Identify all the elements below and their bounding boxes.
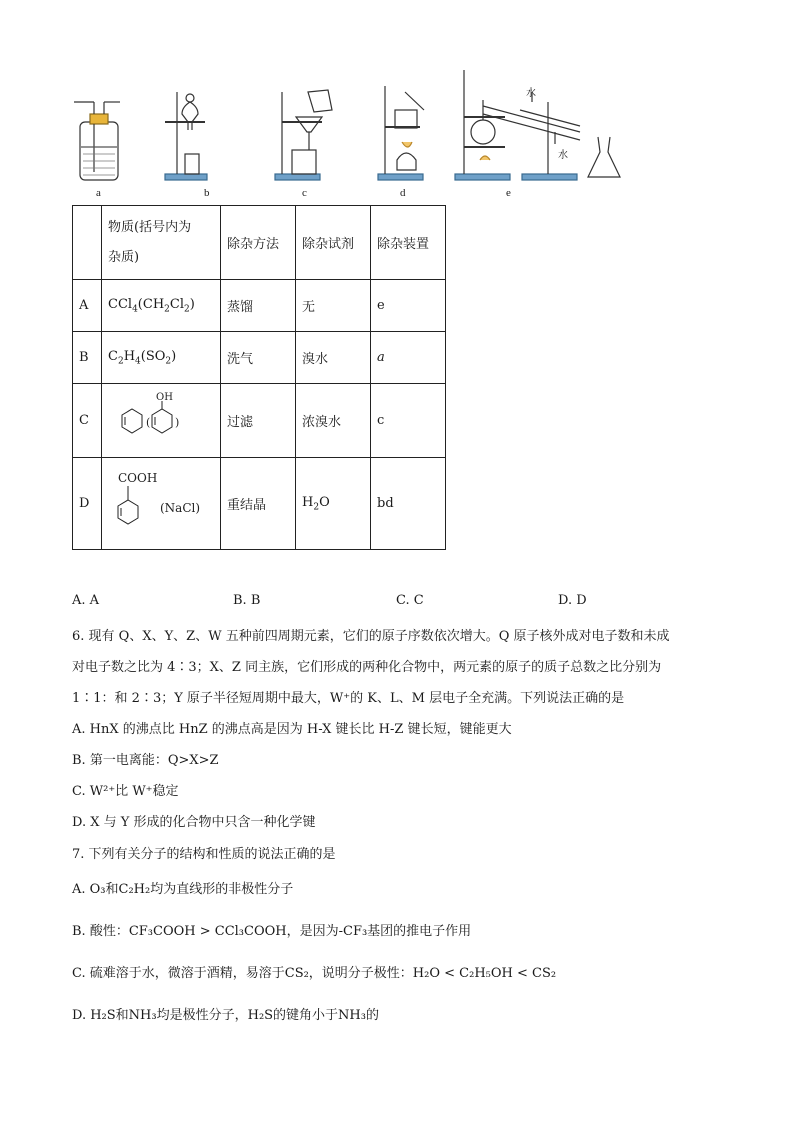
oh-label: OH — [156, 391, 173, 403]
q6-option-b: B. 第一电离能：Q>X>Z — [72, 753, 219, 768]
row-id: C — [73, 384, 102, 458]
separatory-funnel-stand — [165, 92, 207, 180]
table-row — [73, 280, 446, 332]
row-reagent: 浓溴水 — [296, 384, 371, 458]
q5-option-d: D. D — [558, 593, 587, 608]
row-reagent: $H_2O$ — [296, 458, 371, 550]
row-method: 洗气 — [221, 332, 296, 384]
header-substance: 物质(括号内为 杂质) — [102, 206, 221, 280]
row-id: B — [73, 332, 102, 384]
row-substance — [102, 384, 221, 458]
row-id: D — [73, 458, 102, 550]
row-reagent: 无 — [296, 280, 371, 332]
purification-table — [72, 205, 446, 550]
apparatus-label-a: a — [96, 187, 101, 199]
row-device: c — [371, 384, 446, 458]
row-method: 重结晶 — [221, 458, 296, 550]
benzoic-acid-structure — [108, 462, 214, 542]
row-device: a — [371, 332, 446, 384]
cooh-label: COOH — [118, 470, 158, 485]
apparatus-figure — [60, 62, 640, 207]
row-substance: $C_2H_4(SO_2)$ — [102, 332, 221, 384]
table-row — [73, 458, 446, 550]
q7-option-c: C. 硫难溶于水，微溶于酒精，易溶于CS₂，说明分子极性：H₂O < C₂H₅OH < CS₂ — [72, 966, 557, 981]
q6-stem-line3: 1∶1：和 2∶3；Y 原子半径短周期中最大，W⁺的 K、L、M 层电子全充满。下列说法正确的是 — [72, 691, 625, 706]
q5-option-c: C. C — [396, 593, 424, 608]
water-label-bottom: 水 — [558, 150, 568, 161]
svg-text:(: ( — [146, 415, 151, 429]
q6-option-a: A. HnX 的沸点比 HnZ 的沸点高是因为 H-X 键长比 H-Z 键长短，键能更大 — [72, 722, 512, 737]
row-device: e — [371, 280, 446, 332]
water-label-top: 水 — [526, 88, 536, 99]
heating-stand — [378, 86, 424, 180]
q6-option-d: D. X 与 Y 形成的化合物中只含一种化学键 — [72, 815, 316, 830]
apparatus-label-e: e — [506, 187, 511, 199]
q5-option-a: A. A — [72, 593, 100, 608]
q7-option-a: A. O₃和C₂H₂均为直线形的非极性分子 — [72, 882, 294, 897]
filtration-stand — [275, 90, 332, 180]
distillation-apparatus — [455, 70, 620, 180]
row-device: bd — [371, 458, 446, 550]
apparatus-label-b: b — [204, 187, 210, 199]
benzene-phenol-structure — [108, 391, 198, 447]
table-row — [73, 384, 446, 458]
row-substance — [102, 458, 221, 550]
row-method: 蒸馏 — [221, 280, 296, 332]
header-reagent: 除杂试剂 — [296, 206, 371, 280]
q7-stem: 7. 下列有关分子的结构和性质的说法正确的是 — [72, 847, 336, 862]
table-row — [73, 332, 446, 384]
q7-option-b: B. 酸性：CF₃COOH > CCl₃COOH，是因为-CF₃基团的推电子作用 — [72, 924, 472, 939]
table-header-row — [73, 206, 446, 280]
header-device: 除杂装置 — [371, 206, 446, 280]
q5-option-b: B. B — [233, 593, 261, 608]
row-method: 过滤 — [221, 384, 296, 458]
apparatus-label-d: d — [400, 187, 406, 199]
gas-washing-bottle — [74, 102, 120, 180]
svg-text:): ) — [175, 415, 180, 429]
row-id: A — [73, 280, 102, 332]
q6-stem-line2: 对电子数之比为 4∶3；X、Z 同主族，它们形成的两种化合物中，两元素的原子的质子总数之比分别为 — [72, 660, 662, 675]
apparatus-label-c: c — [302, 187, 307, 199]
header-method: 除杂方法 — [221, 206, 296, 280]
q6-stem-line1: 6. 现有 Q、X、Y、Z、W 五种前四周期元素，它们的原子序数依次增大。Q 原子核外成对电子数和未成 — [72, 629, 670, 644]
q7-option-d: D. H₂S和NH₃均是极性分子，H₂S的键角小于NH₃的 — [72, 1008, 379, 1023]
row-substance: $CCl_4(CH_2Cl_2)$ — [102, 280, 221, 332]
q6-option-c: C. W²⁺比 W⁺稳定 — [72, 784, 179, 799]
row-reagent: 溴水 — [296, 332, 371, 384]
nacl-label: (NaCl) — [160, 500, 201, 515]
